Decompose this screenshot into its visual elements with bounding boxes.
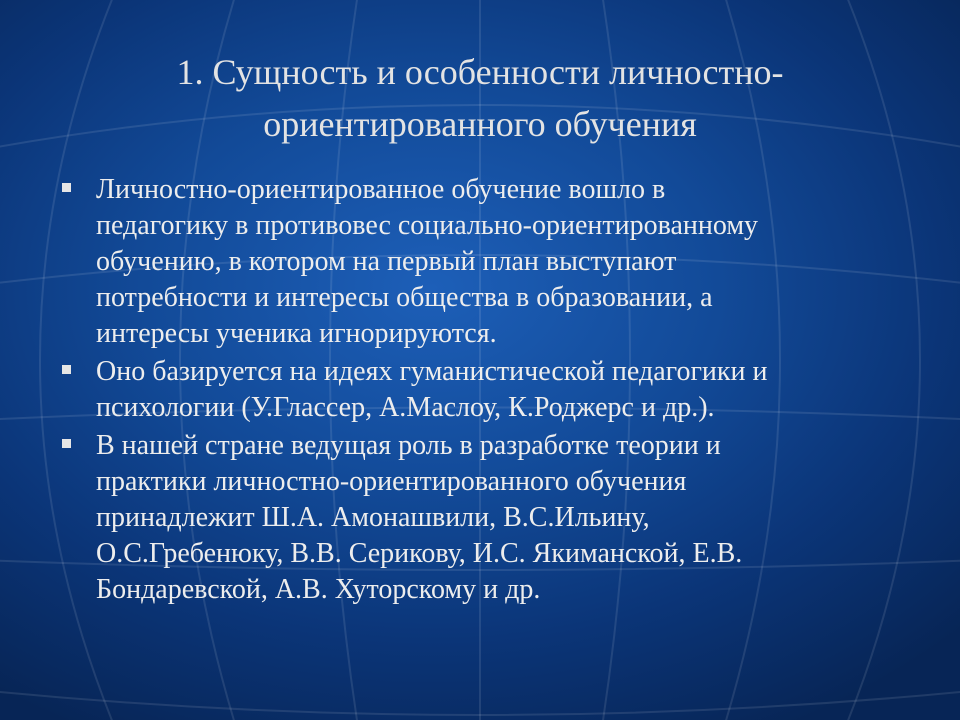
bullet-text-line: Бондаревской, А.В. Хуторскому и др. — [96, 574, 541, 605]
bullet-text-line: обучению, в котором на первый план выступают — [96, 246, 677, 277]
bullet-text-line: Оно базируется на идеях гуманистической педагогики и — [96, 356, 768, 387]
bullet-item — [60, 172, 880, 352]
bullet-text-line: принадлежит Ш.А. Амонашвили, В.С.Ильину, — [96, 502, 650, 533]
bullet-item — [60, 428, 880, 608]
bullet-text-line: потребности и интересы общества в образовании, а — [96, 282, 713, 313]
square-bullet-icon — [62, 439, 71, 448]
bullet-text-line: О.С.Гребенюку, В.В. Серикову, И.С. Якиманской, Е.В. — [96, 538, 743, 569]
bullet-text-line: интересы ученика игнорируются. — [96, 318, 497, 349]
title-line: 1. Сущность и особенности личностно- — [176, 52, 784, 92]
bullet-text-line: педагогику в противовес социально-ориентированному — [96, 210, 759, 241]
square-bullet-icon — [62, 183, 71, 192]
bullet-text-line: В нашей стране ведущая роль в разработке теории и — [96, 430, 721, 461]
title-line: ориентированного обучения — [263, 104, 697, 144]
slide-title — [60, 46, 900, 150]
bullet-text-line: практики личностно-ориентированного обучения — [96, 466, 687, 497]
bullet-text-line: Личностно-ориентированное обучение вошло в — [96, 174, 666, 205]
bullet-item — [60, 354, 880, 426]
bullet-list — [60, 172, 880, 610]
square-bullet-icon — [62, 365, 71, 374]
bullet-text-line: психологии (У.Глассер, А.Маслоу, К.Роджерс и др.). — [96, 392, 715, 423]
